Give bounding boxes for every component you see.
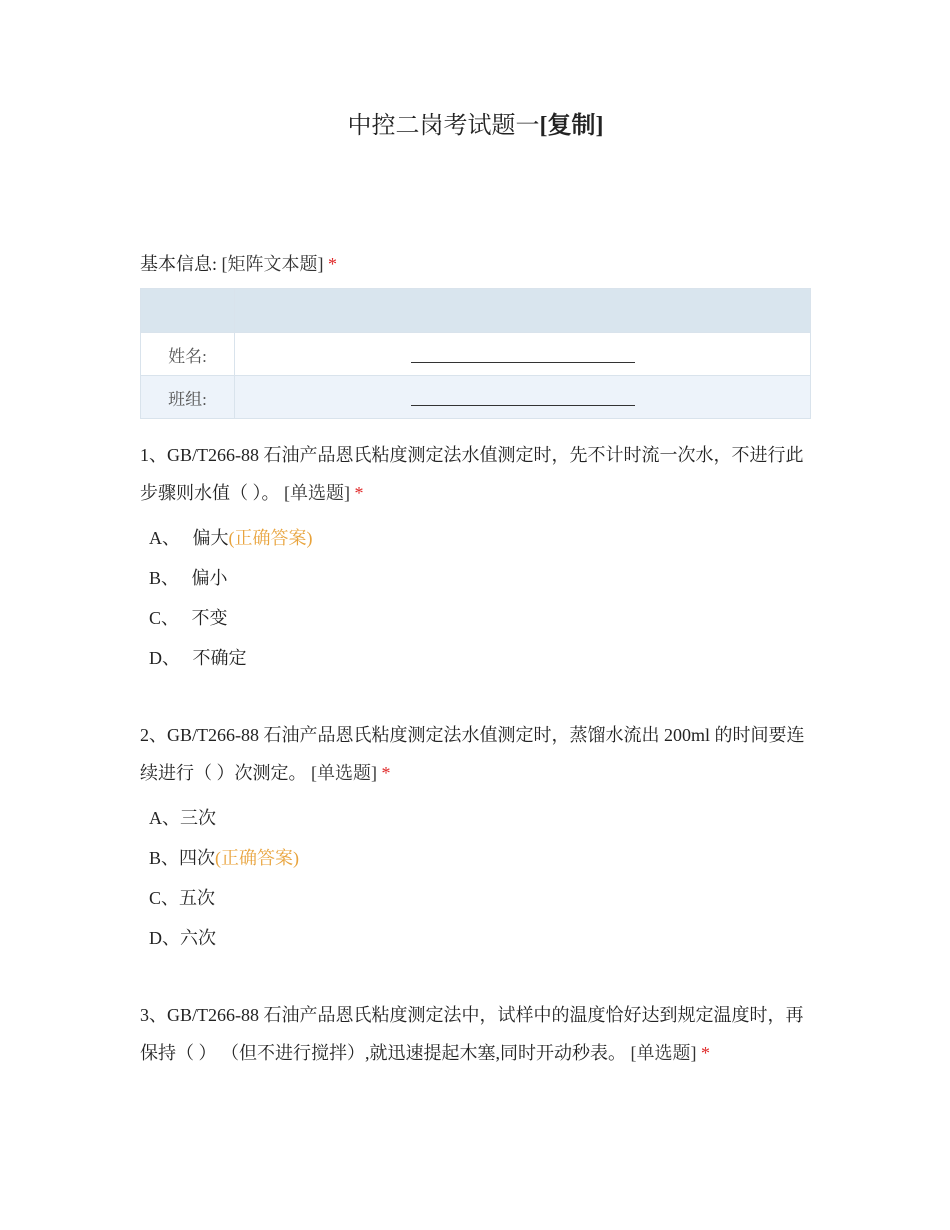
- option-letter: C、: [149, 608, 180, 628]
- option-letter: D、: [149, 928, 180, 948]
- option-letter: C、: [149, 888, 180, 908]
- matrix-header-cell: [235, 289, 811, 333]
- page-title: [140, 108, 811, 144]
- option-text: 偏大: [192, 528, 229, 548]
- question-type-tag: [单选题]: [630, 1043, 697, 1063]
- question-3: [140, 996, 811, 1072]
- question-number: 3、: [140, 1005, 167, 1025]
- option-letter: A、: [149, 808, 180, 828]
- question-2: [140, 716, 811, 958]
- title-suffix: [复制]: [539, 113, 604, 139]
- question-number: 2、: [140, 725, 167, 745]
- question-text: GB/T266-88 石油产品恩氏粘度测定法水值测定时，蒸馏水流出 200ml 的时间要连续进行（ ）次测定。: [140, 725, 805, 783]
- option-letter: B、: [149, 568, 180, 588]
- required-mark: *: [381, 763, 391, 783]
- basic-info-matrix: [140, 288, 811, 419]
- question-type-tag: [单选题]: [284, 483, 350, 503]
- option-list: [140, 798, 811, 958]
- question-type-tag: [矩阵文本题]: [221, 254, 324, 274]
- question-stem: [140, 996, 811, 1072]
- option-a[interactable]: [140, 518, 811, 558]
- option-text: 不变: [191, 608, 228, 628]
- option-c[interactable]: [140, 878, 811, 918]
- option-text: 不确定: [192, 648, 247, 668]
- option-text: 六次: [180, 928, 216, 948]
- question-type-tag: [单选题]: [311, 763, 377, 783]
- option-b[interactable]: [140, 838, 811, 878]
- team-label: 班组:: [141, 376, 235, 419]
- name-field-cell: [235, 333, 811, 376]
- correct-answer-label: (正确答案): [228, 528, 313, 548]
- name-label: 姓名:: [141, 333, 235, 376]
- matrix-header-cell: [141, 289, 235, 333]
- option-d[interactable]: [140, 918, 811, 958]
- option-text: 五次: [179, 888, 216, 908]
- question-text: GB/T266-88 石油产品恩氏粘度测定法水值测定时，先不计时流一次水，不进行此步骤则水值（ ）。: [140, 445, 804, 503]
- correct-answer-label: (正确答案): [215, 848, 300, 868]
- team-field[interactable]: [411, 391, 635, 406]
- question-number: 1、: [140, 445, 167, 465]
- question-text: GB/T266-88 石油产品恩氏粘度测定法中，试样中的温度恰好达到规定温度时，再保持（ ） （但不进行搅拌）,就迅速提起木塞,同时开动秒表。: [140, 1005, 804, 1063]
- required-mark: *: [701, 1043, 710, 1063]
- option-letter: B、: [149, 848, 180, 868]
- option-text: 偏小: [191, 568, 228, 588]
- option-text: 三次: [180, 808, 216, 828]
- question-1: [140, 436, 811, 678]
- required-mark: *: [328, 254, 338, 274]
- option-a[interactable]: [140, 798, 811, 838]
- basic-info-label: [140, 250, 337, 278]
- matrix-header-row: [141, 289, 811, 333]
- option-letter: A、: [149, 528, 180, 548]
- required-mark: *: [354, 483, 364, 503]
- option-letter: D、: [149, 648, 180, 668]
- option-b[interactable]: [140, 558, 811, 598]
- question-stem: [140, 716, 811, 792]
- team-field-cell: [235, 376, 811, 419]
- option-d[interactable]: [140, 638, 811, 678]
- option-text: 四次: [179, 848, 216, 868]
- option-c[interactable]: [140, 598, 811, 638]
- title-main: 中控二岗考试题一: [347, 113, 540, 139]
- name-field[interactable]: [411, 348, 635, 363]
- basic-info-text: 基本信息:: [140, 254, 218, 274]
- matrix-row-team: [141, 376, 811, 419]
- question-stem: [140, 436, 811, 512]
- option-list: [140, 518, 811, 678]
- matrix-row-name: [141, 333, 811, 376]
